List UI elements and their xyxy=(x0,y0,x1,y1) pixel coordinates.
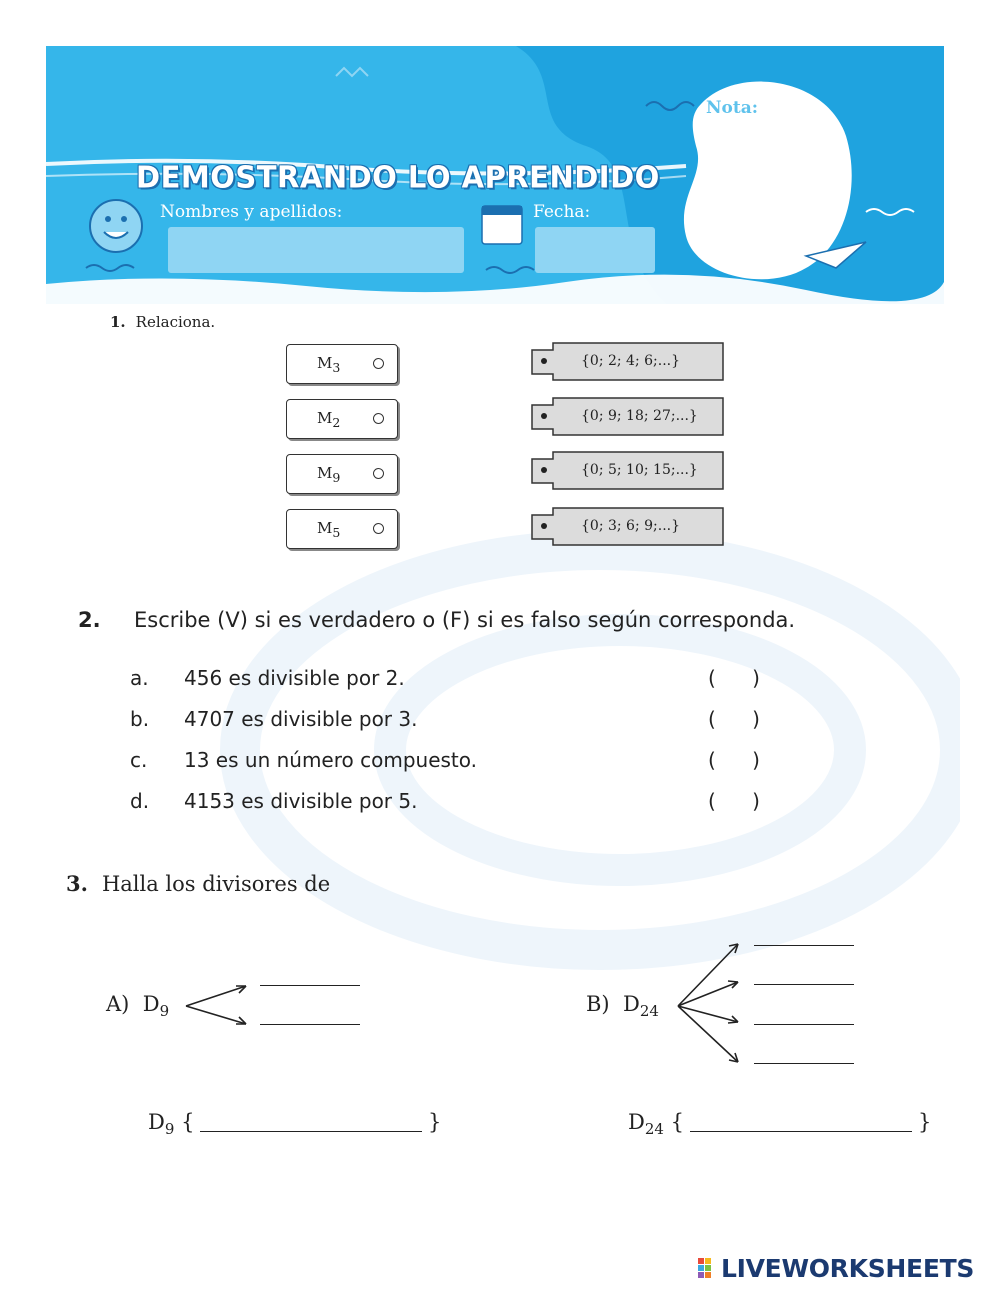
statement-text: 13 es un número compuesto. xyxy=(184,748,478,772)
part-a-label: A) $D_9$ xyxy=(106,992,170,1021)
name-field[interactable] xyxy=(168,227,464,273)
statement-letter: b. xyxy=(130,707,150,731)
match-right-item[interactable] xyxy=(531,507,726,549)
statement-letter: a. xyxy=(130,666,149,690)
connector-dot[interactable] xyxy=(541,358,547,364)
connector-dot[interactable] xyxy=(541,523,547,529)
set-label: {0; 9; 18; 27;...} xyxy=(581,408,698,424)
connector-dot[interactable] xyxy=(373,413,384,424)
statement-text: 4707 es divisible por 3. xyxy=(184,707,418,731)
set-label: {0; 5; 10; 15;...} xyxy=(581,462,698,478)
statement-row xyxy=(130,748,477,772)
header-banner xyxy=(46,46,944,304)
answer-blank[interactable]: ( ) xyxy=(708,789,760,813)
date-field[interactable] xyxy=(535,227,655,273)
name-label: Nombres y apellidos: xyxy=(160,202,343,222)
multiple-label: $M_3$ xyxy=(317,354,341,375)
statement-row xyxy=(130,707,417,731)
statement-letter: c. xyxy=(130,748,148,772)
brand-name: LIVEWORKSHEETS xyxy=(721,1254,975,1283)
statement-row xyxy=(130,666,405,690)
q2-heading xyxy=(78,608,795,632)
q1-instruction: Relaciona. xyxy=(135,313,216,331)
q1-number: 1. xyxy=(110,313,126,331)
connector-dot[interactable] xyxy=(541,467,547,473)
q2-number: 2. xyxy=(78,608,101,632)
q3-heading xyxy=(66,871,330,896)
part-b-label: B) $D_{24}$ xyxy=(586,992,659,1021)
set-label: {0; 2; 4; 6;...} xyxy=(581,353,681,369)
multiple-label: $M_5$ xyxy=(317,519,341,540)
set-b-label: $D_{24}$ { xyxy=(628,1110,684,1139)
answer-blank[interactable]: ( ) xyxy=(708,707,760,731)
match-left-item[interactable] xyxy=(286,454,398,494)
match-right-item[interactable] xyxy=(531,397,726,439)
answer-blank[interactable]: ( ) xyxy=(708,666,760,690)
answer-line[interactable] xyxy=(754,1063,854,1064)
q3-instruction: Halla los divisores de xyxy=(101,872,331,896)
q1-heading xyxy=(110,313,215,331)
set-b-close: } xyxy=(918,1110,932,1134)
answer-line[interactable] xyxy=(754,984,854,985)
brand-logo[interactable] xyxy=(698,1254,974,1283)
q2-instruction: Escribe (V) si es verdadero o (F) si es falso según corresponda. xyxy=(134,608,796,632)
multiple-label: $M_2$ xyxy=(317,409,341,430)
connector-dot[interactable] xyxy=(373,468,384,479)
page-title: DEMOSTRANDO LO APRENDIDO xyxy=(136,159,660,195)
set-a-answer-line[interactable] xyxy=(200,1131,422,1132)
multiple-label: $M_9$ xyxy=(317,464,341,485)
answer-line[interactable] xyxy=(260,1024,360,1025)
part-b-arrows xyxy=(672,936,752,1070)
part-a-arrows xyxy=(180,978,260,1034)
answer-line[interactable] xyxy=(754,945,854,946)
q3-number: 3. xyxy=(66,871,88,896)
match-left-item[interactable] xyxy=(286,344,398,384)
liveworksheets-icon xyxy=(698,1258,718,1280)
connector-dot[interactable] xyxy=(373,523,384,534)
match-right-item[interactable] xyxy=(531,451,726,493)
set-a-label: $D_9$ { xyxy=(148,1110,195,1139)
grade-label: Nota: xyxy=(706,98,759,118)
date-label: Fecha: xyxy=(533,202,591,222)
set-label: {0; 3; 6; 9;...} xyxy=(581,518,681,534)
connector-dot[interactable] xyxy=(541,413,547,419)
answer-line[interactable] xyxy=(754,1024,854,1025)
connector-dot[interactable] xyxy=(373,358,384,369)
statement-row xyxy=(130,789,417,813)
answer-blank[interactable]: ( ) xyxy=(708,748,760,772)
answer-line[interactable] xyxy=(260,985,360,986)
statement-text: 456 es divisible por 2. xyxy=(184,666,405,690)
statement-text: 4153 es divisible por 5. xyxy=(184,789,418,813)
set-b-answer-line[interactable] xyxy=(690,1131,912,1132)
match-left-item[interactable] xyxy=(286,509,398,549)
match-right-item[interactable] xyxy=(531,342,726,384)
set-a-close: } xyxy=(428,1110,442,1134)
match-left-item[interactable] xyxy=(286,399,398,439)
statement-letter: d. xyxy=(130,789,150,813)
